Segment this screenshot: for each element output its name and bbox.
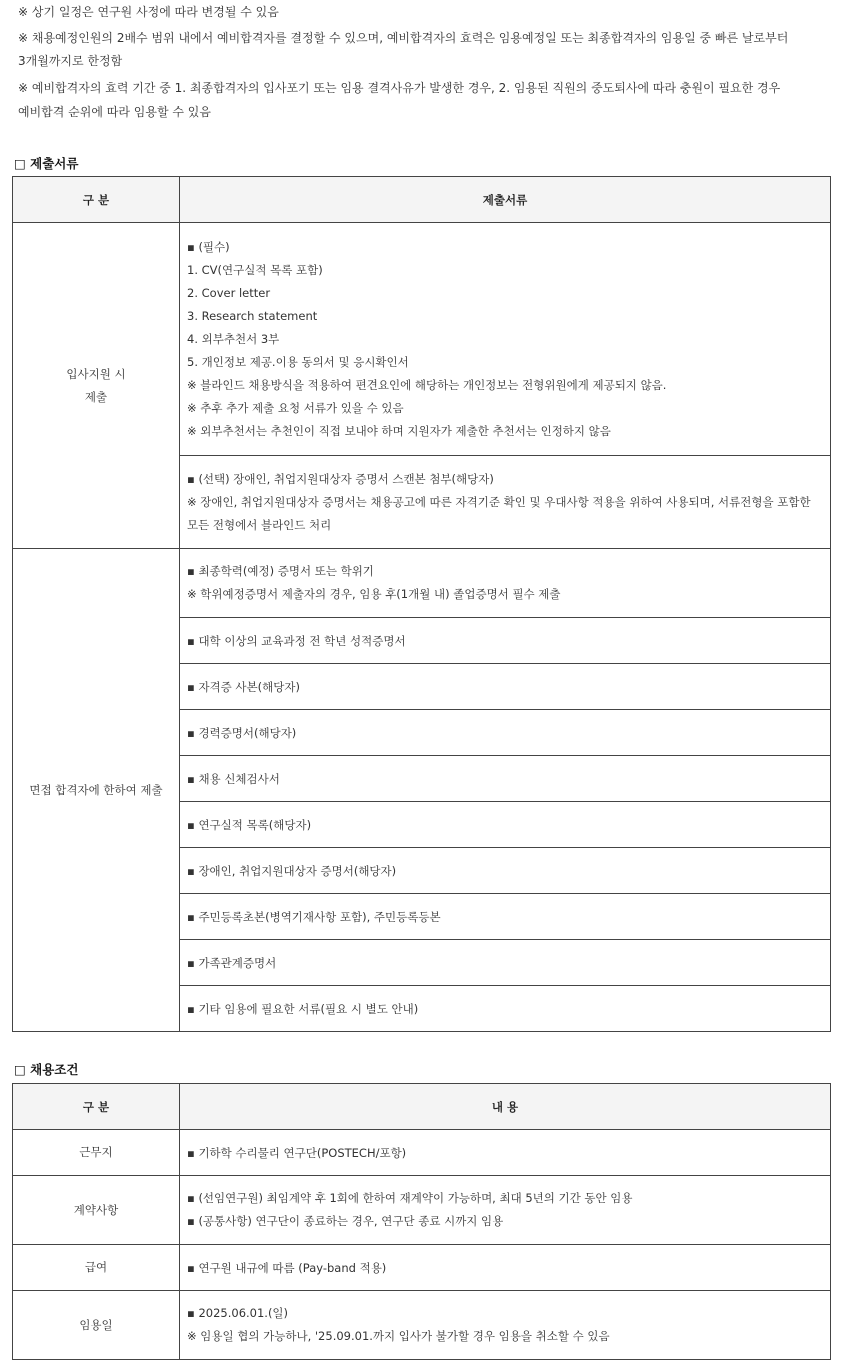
- start-date-value: ▪ 2025.06.01.(일) ※ 임용일 협의 가능하나, '25.09.01.까지 입사가 불가할 경우 임용을 취소할 수 있음: [180, 1291, 831, 1360]
- table-row: [13, 223, 831, 456]
- list-item: ▪ 경력증명서(해당자): [180, 710, 831, 756]
- documents-table-header: [13, 177, 831, 223]
- documents-table: [12, 176, 831, 1032]
- category-workplace: 근무지: [13, 1130, 180, 1176]
- salary-value: ▪ 연구원 내규에 따름 (Pay-band 적용): [180, 1245, 831, 1291]
- table-row: [13, 1291, 831, 1360]
- contract-value: ▪ (선임연구원) 최임계약 후 1회에 한하여 재계약이 가능하며, 최대 5년의 기간 동안 임용 ▪ (공통사항) 연구단이 종료하는 경우, 연구단 종료 시까지 임용: [180, 1176, 831, 1245]
- list-item: ▪ 주민등록초본(병역기재사항 포함), 주민등록등본: [180, 894, 831, 940]
- list-item: ▪ 장애인, 취업지원대상자 증명서(해당자): [180, 848, 831, 894]
- header-content: 내 용: [180, 1084, 831, 1130]
- category-interview: 면접 합격자에 한하여 제출: [13, 549, 180, 1032]
- list-item: ▪ 채용 신체검사서: [180, 756, 831, 802]
- note-reserve-validity: ※ 예비합격자의 효력 기간 중 1. 최종합격자의 입사포기 또는 임용 결격사유가 발생한 경우, 2. 임용된 직원의 중도퇴사에 따라 충원이 필요한 경우: [18, 81, 781, 95]
- list-item: ▪ 자격증 사본(해당자): [180, 664, 831, 710]
- note-reserve-candidates: ※ 채용예정인원의 2배수 범위 내에서 예비합격자를 결정할 수 있으며, 예비합격자의 효력은 임용예정일 또는 최종합격자의 임용일 중 빠른 날로부터: [18, 31, 789, 45]
- category-start-date: 임용일: [13, 1291, 180, 1360]
- list-item: ▪ 연구실적 목록(해당자): [180, 802, 831, 848]
- optional-documents-cell: ▪ (선택) 장애인, 취업지원대상자 증명서 스캔본 첨부(해당자) ※ 장애인, 취업지원대상자 증명서는 채용공고에 따른 자격기준 확인 및 우대사항 적용을 위하여 사용되며, 서류전형을 포함한 모든 전형에서 블라인드 처리: [180, 456, 831, 549]
- note-schedule-change: ※ 상기 일정은 연구원 사정에 따라 변경될 수 있음: [18, 5, 279, 19]
- degree-certificate-cell: ▪ 최종학력(예정) 증명서 또는 학위기 ※ 학위예정증명서 제출자의 경우, 임용 후(1개월 내) 졸업증명서 필수 제출: [180, 549, 831, 618]
- list-item: ▪ 기타 임용에 필요한 서류(필요 시 별도 안내): [180, 986, 831, 1032]
- note-reserve-validity-cont: 예비합격 순위에 따라 임용할 수 있음: [18, 105, 211, 119]
- list-item: ▪ 대학 이상의 교육과정 전 학년 성적증명서: [180, 618, 831, 664]
- note-reserve-candidates-cont: 3개월까지로 한정함: [18, 54, 123, 68]
- conditions-table-header: [13, 1084, 831, 1130]
- documents-section-title: □ 제출서류: [14, 156, 79, 171]
- category-application: 입사지원 시 제출: [13, 223, 180, 549]
- header-content: 제출서류: [180, 177, 831, 223]
- required-documents-cell: ▪ (필수) 1. CV(연구실적 목록 포함) 2. Cover letter 3. Research statement 4. 외부추천서 3부 5. 개인정보 제공.이용 동의서 및 응시확인서 ※ 블라인드 채용방식을 적용하여 편견요인에 해당하는 개인정보는 전형위원에게 제공되지 않음. ※ 추후 추가 제출 요청 서류가 있을 수 있음 ※ 외부추천서는 추천인이 직접 보내야 하며 지원자가 제출한 추천서는 인정하지 않음: [180, 223, 831, 456]
- table-row: [13, 1130, 831, 1176]
- list-item: ▪ 가족관계증명서: [180, 940, 831, 986]
- header-category: 구 분: [13, 177, 180, 223]
- conditions-table: [12, 1083, 831, 1360]
- table-row: [13, 549, 831, 618]
- conditions-section-title: □ 채용조건: [14, 1062, 79, 1077]
- category-contract: 계약사항: [13, 1176, 180, 1245]
- table-row: [13, 1245, 831, 1291]
- table-row: [13, 1176, 831, 1245]
- workplace-value: ▪ 기하학 수리물리 연구단(POSTECH/포항): [180, 1130, 831, 1176]
- header-category: 구 분: [13, 1084, 180, 1130]
- category-salary: 급여: [13, 1245, 180, 1291]
